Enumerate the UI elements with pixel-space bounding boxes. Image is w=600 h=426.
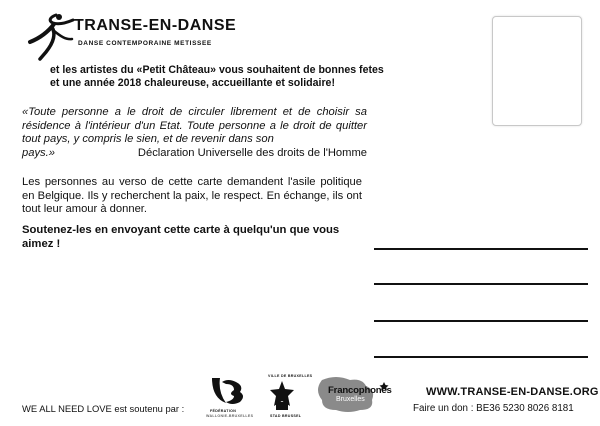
federation-wallonie-bruxelles-logo [206,376,254,420]
quote-text-end: pays.» [22,146,55,159]
francophones-line2: Bruxelles [336,396,365,403]
quote-text: «Toute personne a le droit de circuler librement et de choisir sa résidence à l'intérieur d'un Etat. Toute personne a le droit de quitter tout pays, y compris le sien, et de revenir dans son [22,106,367,146]
francophones-bruxelles-logo [316,376,392,414]
support-text: WE ALL NEED LOVE est soutenu par : [22,403,185,414]
greeting-text: et les artistes du «Petit Château» vous souhaitent de bonnes fetes et une année 2018 chaleureuse, accueillante et solidaire! [50,64,384,89]
francophones-line1: Francophones [328,385,392,396]
stamp-box [492,16,582,126]
ville-bottom-text: STAD BRUSSEL [270,414,302,418]
address-line-1 [374,248,588,250]
federation-line2: WALLONIE-BRUXELLES [206,414,254,418]
city-hall-icon [262,380,302,412]
ville-de-bruxelles-logo [262,374,313,420]
address-line-3 [374,320,588,322]
logo-subtitle: DANSE CONTEMPORAINE METISSEE [78,40,212,47]
donation-text: Faire un don : BE36 5230 8026 8181 [413,403,574,414]
federation-emblem-icon [206,376,250,406]
website-link[interactable]: WWW.TRANSE-EN-DANSE.ORG [426,386,599,398]
address-line-4 [374,356,588,358]
quote-source: Déclaration Universelle des droits de l'Homme [137,146,367,159]
federation-line1: FÉDÉRATION [210,409,237,413]
asylum-paragraph: Les personnes au verso de cette carte demandent l'asile politique en Belgique. Ils y recherchent la paix, le respect. En échange, ils ont tout leur amour à donner. [22,176,362,216]
quote-block [22,106,367,160]
address-line-2 [374,283,588,285]
dancer-logo-icon [26,12,78,62]
ville-top-text: VILLE DE BRUXELLES [268,374,313,378]
logo [26,12,237,60]
logo-name: TRANSE-EN-DANSE [74,17,237,34]
call-to-action: Soutenez-les en envoyant cette carte à quelqu'un que vous aimez ! [22,224,340,250]
quote-last-line [22,147,367,161]
